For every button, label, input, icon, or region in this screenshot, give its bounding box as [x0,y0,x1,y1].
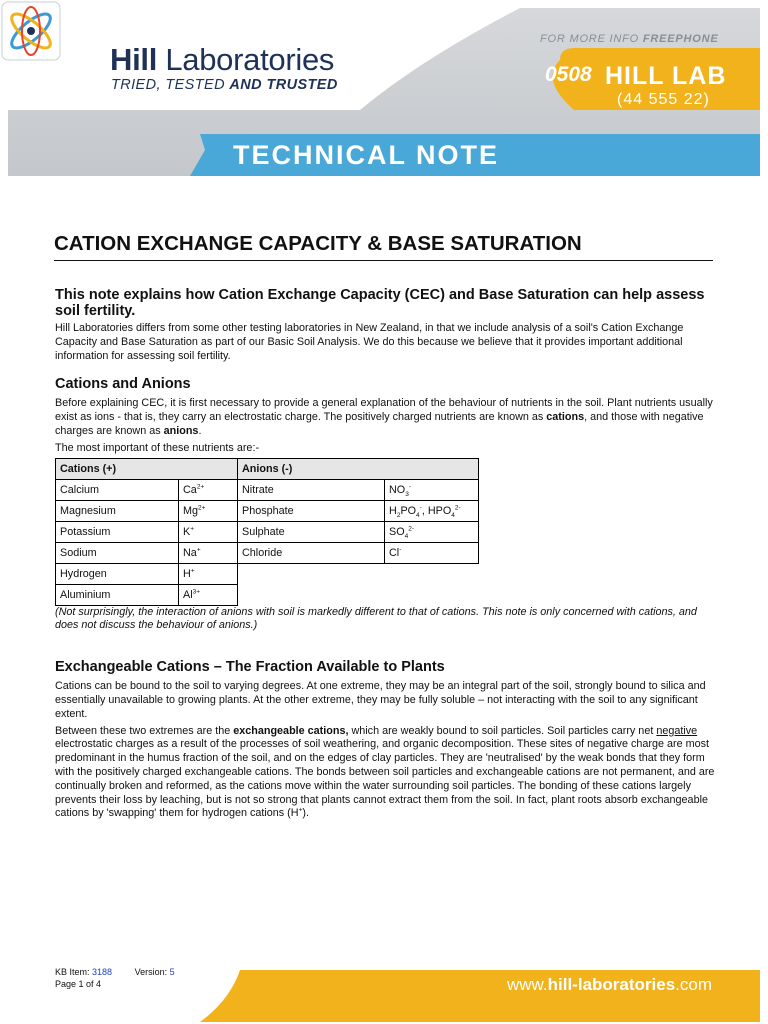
cations-header: Cations (+) [56,458,238,479]
document-body [55,287,715,821]
hill-laboratories-logo-icon [0,0,62,62]
brand-name: Hill Laboratories [110,42,335,77]
cation-symbol: Na+ [179,542,238,563]
anions-note: (Not surprisingly, the interaction of anions with soil is markedly different to that of cations. This note is only concerned with cations, and does not discuss the behaviour of anions.) [55,605,697,632]
cation-name: Hydrogen [56,563,179,584]
table-row [56,542,479,563]
cation-name: Magnesium [56,500,179,521]
website-link[interactable]: www.hill-laboratories.com [507,975,712,994]
kb-item-value: 3188 [92,967,113,977]
table-row [56,563,479,584]
cation-symbol: H+ [179,563,238,584]
anion-formula: $SO_4^{2-}$ [385,521,479,542]
phone-caption: FOR MORE INFO FREEPHONE [540,33,719,45]
phone-name: HILL LAB [605,62,727,90]
anion-name: Sulphate [238,521,385,542]
phone-digits: (44 555 22) [617,91,710,108]
section-heading-exchangeable-cations: Exchangeable Cations – The Fraction Available to Plants [55,659,445,676]
phone-number: 0508 [545,63,592,86]
anion-name: Nitrate [238,479,385,500]
ions-table [55,458,479,606]
anion-name: Chloride [238,542,385,563]
footer-info: KB Item: 3188 Version: 5 Page 1 of 4 [55,967,175,989]
anion-name: Phosphate [238,500,385,521]
anion-formula: $NO_3^-$ [385,479,479,500]
intro-paragraph: Hill Laboratories differs from some other testing laboratories in New Zealand, in that we include analysis of a soil's Cation Exchange Capacity and Base Saturation as part of our Basic Soil Analysis. We do this because we believe that it provides important additional information for assessing soil fertility. [55,322,684,362]
exchangeable-paragraph-1: Cations can be bound to the soil to varying degrees. At one extreme, they may be an integral part of the soil, strongly bound to silica and essentially unavailable to growing plants. At the other extreme, they may be fully soluble – not interacting with the soil to any significant extent. [55,680,706,720]
table-row [56,479,479,500]
header [0,0,768,180]
anion-formula: Cl- [385,542,479,563]
cation-symbol: $Al^{3+}$ [179,584,238,605]
cations-anions-paragraph: Before explaining CEC, it is first necessary to provide a general explanation of the behaviour of nutrients in the soil. Plant nutrients usually exist as ions - that is, they carry an electrostatic charge. The positively charged nutrients are known as cations, and those with negative charges are known as anions. [55,397,713,437]
cation-name: Aluminium [56,584,179,605]
table-row [56,521,479,542]
anion-formula: $H_2PO_4^-$, $HPO_4^{2-}$ [385,500,479,521]
cation-name: Potassium [56,521,179,542]
version-value: 5 [169,967,175,977]
table-row [56,584,479,605]
exchangeable-paragraph-2: Between these two extremes are the exchangeable cations, which are weakly bound to soil particles. Soil particles carry net negative electrostatic charges as a result of the processes of soil weathering, and organic decomposition. These sites of negative charge are most predominant in the humus fraction of the soil, and on the edges of clay particles. They are 'neutralised' by the weak bonds that they form with the positively charged exchangeable cations. The bonds between soil particles and exchangeable cations are not permanent, and are continually broken and reformed, as the cations move within the water surrounding soil particles. The bonding of these cations largely prevents their loss by leaching, but is not so strong that plants cannot extract them from the soil. In fact, plant roots absorb exchangeable cations by 'swapping' them for hydrogen cations (H+). [55,724,715,820]
cation-name: Calcium [56,479,179,500]
intro-heading: This note explains how Cation Exchange Capacity (CEC) and Base Saturation can help assess soil fertility. [55,287,705,319]
anions-header: Anions (-) [238,458,479,479]
nutrients-intro: The most important of these nutrients are:- [55,441,260,454]
cation-symbol: $Mg^{2+}$ [179,500,238,521]
section-heading-cations-anions: Cations and Anions [55,376,191,393]
cation-symbol: $Ca^{2+}$ [179,479,238,500]
page-number: Page 1 of 4 [55,979,102,989]
brand-tagline: TRIED, TESTED AND TRUSTED [111,77,338,93]
table-header-row [56,458,479,479]
technical-note-banner: TECHNICAL NOTE [233,140,500,170]
cation-name: Sodium [56,542,179,563]
cation-symbol: K+ [179,521,238,542]
page-title: CATION EXCHANGE CAPACITY & BASE SATURATION [54,232,713,261]
table-row [56,500,479,521]
